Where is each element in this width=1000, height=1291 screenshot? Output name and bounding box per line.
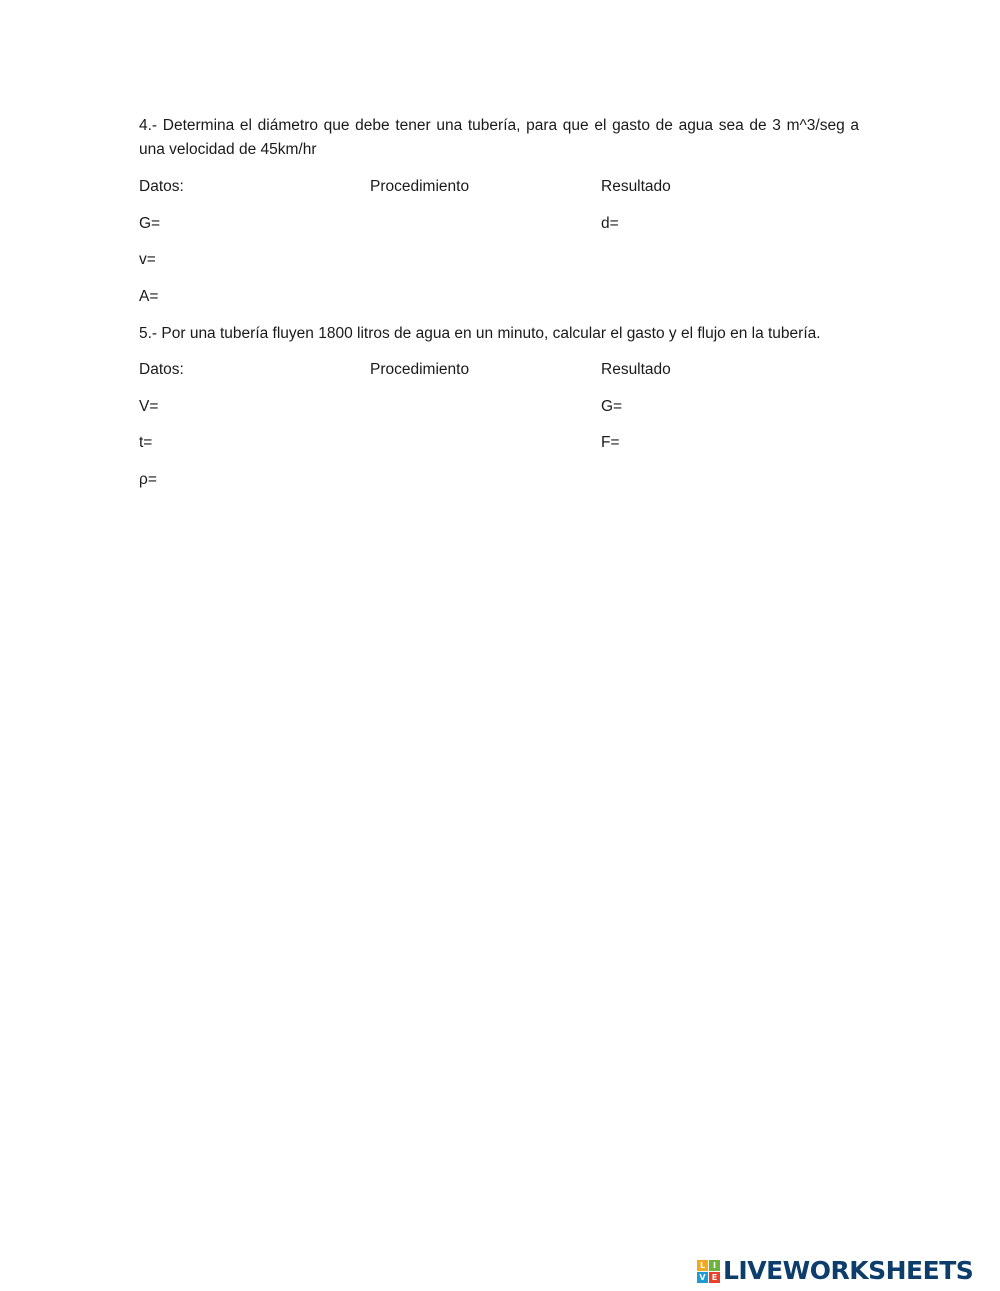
dato-label: V= [139, 398, 159, 415]
problem-5-row [139, 395, 859, 419]
datos-header: Datos: [139, 361, 184, 378]
liveworksheets-logo [697, 1256, 973, 1286]
resultado-header: Resultado [601, 361, 671, 378]
problem-5-row [139, 468, 859, 492]
problem-4-row [139, 248, 859, 272]
resultado-label: d= [601, 215, 619, 232]
dato-label: t= [139, 434, 153, 451]
problem-4-row [139, 285, 859, 309]
dato-label: ρ= [139, 471, 157, 488]
logo-tile: E [709, 1272, 720, 1283]
logo-tile: I [709, 1260, 720, 1271]
problem-5-statement: 5.- Por una tubería fluyen 1800 litros de agua en un minuto, calcular el gasto y el flujo en la tubería. [139, 325, 821, 342]
problem-4-header-row [139, 175, 859, 199]
resultado-label: G= [601, 398, 623, 415]
resultado-header: Resultado [601, 178, 671, 195]
problem-5-row [139, 431, 859, 455]
procedimiento-header: Procedimiento [370, 178, 470, 195]
logo-tile: L [697, 1260, 708, 1271]
resultado-label: F= [601, 434, 620, 451]
problem-4-statement: 4.- Determina el diámetro que debe tener una tubería, para que el gasto de agua sea de 3 m^3/seg a una velocidad de 45km/hr [139, 117, 859, 158]
problem-5-header-row [139, 358, 859, 382]
dato-label: v= [139, 251, 156, 268]
logo-text: LIVEWORKSHEETS [723, 1256, 974, 1285]
procedimiento-header: Procedimiento [370, 361, 470, 378]
datos-header: Datos: [139, 178, 184, 195]
dato-label: G= [139, 215, 161, 232]
problem-4-row [139, 212, 859, 236]
logo-tiles-icon [697, 1260, 720, 1283]
dato-label: A= [139, 288, 159, 305]
logo-tile: V [697, 1272, 708, 1283]
